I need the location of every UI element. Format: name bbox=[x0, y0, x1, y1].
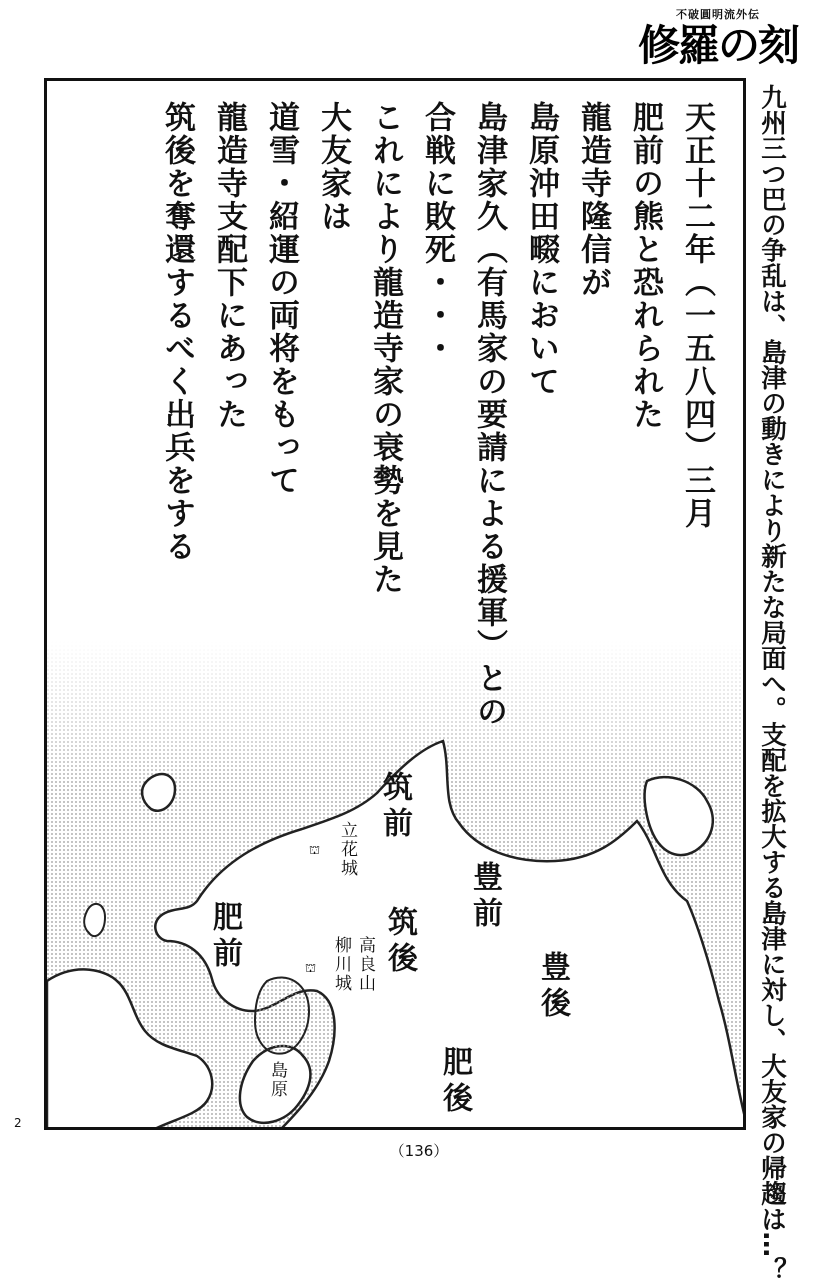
region-bungo: 豊後 bbox=[535, 951, 570, 1023]
region-buzen: 豊前 bbox=[467, 861, 502, 933]
page-number: 2 bbox=[14, 1116, 22, 1130]
series-title-logo: 修羅の刻 bbox=[637, 21, 798, 70]
narration-line: 肥前の熊と恐れられた bbox=[627, 101, 663, 431]
narration-line: 龍造寺支配下にあった bbox=[211, 101, 247, 431]
region-chikuzen: 筑前 bbox=[377, 771, 412, 843]
place-yanagawa-castle: 柳川城 bbox=[331, 936, 351, 993]
narration-line: 大友家は bbox=[315, 101, 351, 233]
narration-line: 島原沖田畷において bbox=[523, 101, 559, 398]
narration-line: 島津家久（有馬家の要請による援軍）との bbox=[471, 101, 507, 728]
narration-text bbox=[151, 101, 723, 728]
narration-line: 天正十二年（一五八四）三月 bbox=[679, 101, 715, 530]
narration-line: 合戦に敗死・・・ bbox=[419, 101, 455, 365]
chapter-side-caption: 九州三つ巴の争乱は、島津の動きにより新たな局面へ。支配を拡大する島津に対し、大友家の帰趨は…？ bbox=[757, 84, 787, 1283]
castle-marker-icon: ⛫ bbox=[309, 843, 321, 857]
region-higo: 肥後 bbox=[437, 1046, 472, 1118]
region-chikugo: 筑後 bbox=[382, 906, 417, 978]
place-tachibana-castle: 立花城 bbox=[337, 821, 357, 878]
folio-number: （136） bbox=[389, 1142, 449, 1160]
island-iki bbox=[142, 774, 175, 811]
castle-marker-icon: ⛫ bbox=[305, 961, 317, 975]
region-hizen: 肥前 bbox=[207, 901, 242, 973]
series-subtitle: 不破圓明流外伝 bbox=[676, 8, 760, 21]
narration-line: 龍造寺隆信が bbox=[575, 101, 611, 299]
narration-line: これにより龍造寺家の衰勢を見た bbox=[367, 101, 403, 596]
manga-panel bbox=[44, 78, 746, 1130]
narration-line: 道雪・紹運の両将をもって bbox=[263, 101, 299, 497]
narration-line: 筑後を奪還するべく出兵をする bbox=[159, 101, 195, 563]
place-shimabara: 島原 bbox=[267, 1061, 287, 1099]
island-small bbox=[84, 904, 105, 936]
place-kora-mountain: 高良山 bbox=[355, 936, 375, 993]
